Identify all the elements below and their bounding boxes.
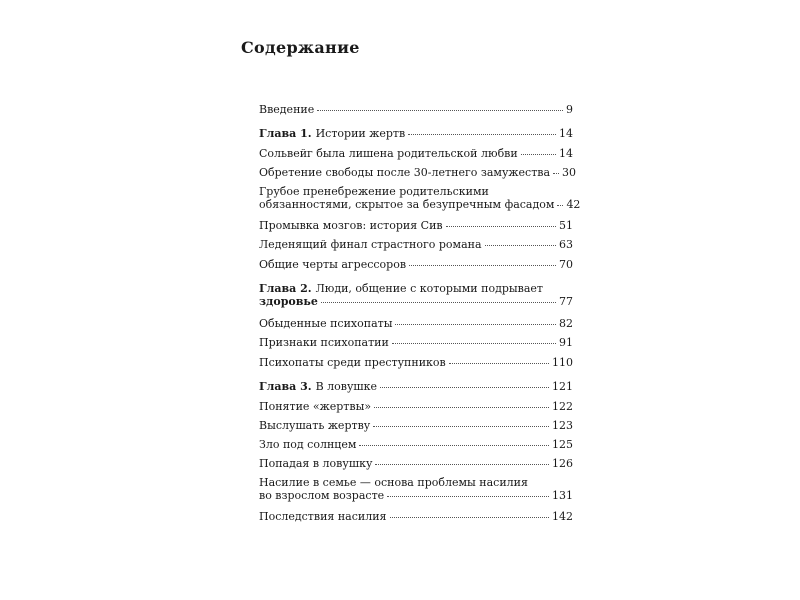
toc-entry-text: во взрослом возрасте (259, 489, 385, 502)
leader-dots (553, 173, 559, 174)
leader-dots (359, 445, 549, 446)
toc-entry-text: здоровье (259, 295, 318, 308)
toc-chapter-3[interactable] (259, 380, 573, 393)
leader-dots (375, 464, 549, 465)
toc-entry[interactable] (259, 438, 573, 451)
toc-entry[interactable] (259, 336, 573, 349)
toc-entry-page: 14 (559, 147, 573, 160)
leader-dots (317, 110, 563, 111)
toc-entry-page: 77 (559, 295, 573, 308)
toc-entry[interactable] (259, 400, 573, 413)
toc-entry-page: 42 (566, 198, 581, 211)
toc-entry-page: 14 (559, 127, 573, 140)
toc-entry-text: Психопаты среди преступников (259, 356, 446, 369)
leader-dots (395, 324, 556, 325)
leader-dots (485, 245, 556, 246)
toc-entry-page: 51 (559, 219, 573, 232)
toc-entry-text: Выслушать жертву (259, 419, 371, 432)
leader-dots (390, 517, 550, 518)
toc-entry-page: 82 (559, 317, 573, 330)
toc-entry-page: 125 (552, 438, 573, 451)
toc-entry-text: Попадая в ловушку (259, 457, 373, 470)
toc-entry[interactable] (259, 476, 573, 502)
toc-chapter-1[interactable] (259, 127, 573, 140)
leader-dots (392, 343, 556, 344)
leader-dots (387, 496, 549, 497)
toc-entry-text: Леденящий финал страстного романа (259, 238, 482, 251)
toc-entry[interactable] (259, 510, 573, 523)
toc-entry-text: Признаки психопатии (259, 336, 389, 349)
toc-entry[interactable] (259, 166, 577, 179)
toc-entry-page: 131 (552, 489, 573, 502)
toc-entry-page: 9 (566, 103, 573, 116)
chapter-label: Глава 2. (259, 282, 312, 295)
toc-entry-text-first-line: Грубое пренебрежение родительскими (259, 185, 489, 198)
toc-entry-page: 126 (552, 457, 573, 470)
toc-entry-text: обязанностями, скрытое за безупречным фасадом (259, 198, 555, 211)
toc-entry-page: 142 (552, 510, 573, 523)
toc-entry-text: Общие черты агрессоров (259, 258, 407, 271)
toc-entry-text: Обыденные психопаты (259, 317, 393, 330)
toc-entry-text: Обретение свободы после 30-летнего замужества (259, 166, 551, 179)
toc-entry[interactable] (259, 185, 581, 211)
toc-entry[interactable] (259, 147, 573, 160)
toc-entry-text: Понятие «жертвы» (259, 400, 372, 413)
leader-dots (449, 363, 549, 364)
toc-entry-text: Последствия насилия (259, 510, 387, 523)
leader-dots (446, 226, 556, 227)
toc-entry[interactable] (259, 258, 573, 271)
leader-dots (521, 154, 556, 155)
chapter-label: Глава 3. (259, 380, 312, 393)
toc-entry-text-first-line: Насилие в семье — основа проблемы насилия (259, 476, 528, 489)
page-title: Содержание (241, 38, 360, 57)
toc-entry[interactable] (259, 457, 573, 470)
toc-entry-page: 121 (552, 380, 573, 393)
toc-entry-text-first: Люди, общение с которыми подрывает (315, 282, 543, 295)
toc-entry-text-first-line (259, 282, 573, 295)
toc-entry[interactable] (259, 317, 573, 330)
toc-entry[interactable] (259, 238, 573, 251)
toc-chapter-2[interactable] (259, 282, 573, 308)
toc-entry-page: 30 (562, 166, 577, 179)
toc-entry-text: Зло под солнцем (259, 438, 357, 451)
toc-entry-text: Промывка мозгов: история Сив (259, 219, 443, 232)
toc-entry[interactable] (259, 356, 573, 369)
toc-entry-page: 123 (552, 419, 573, 432)
leader-dots (321, 302, 556, 303)
leader-dots (380, 387, 549, 388)
toc-entry-page: 122 (552, 400, 573, 413)
toc-entry-page: 63 (559, 238, 573, 251)
toc-entry-text: Истории жертв (315, 127, 406, 140)
leader-dots (557, 205, 563, 206)
toc-entry-text: В ловушке (315, 380, 378, 393)
toc-entry-page: 70 (559, 258, 573, 271)
toc-entry-page: 110 (552, 356, 573, 369)
toc-entry-text: Введение (259, 103, 315, 116)
toc-entry-introduction[interactable] (259, 103, 573, 116)
chapter-label: Глава 1. (259, 127, 312, 140)
leader-dots (373, 426, 549, 427)
leader-dots (374, 407, 549, 408)
toc-entry[interactable] (259, 419, 573, 432)
toc-entry-page: 91 (559, 336, 573, 349)
toc-entry[interactable] (259, 219, 573, 232)
toc-entry-text: Сольвейг была лишена родительской любви (259, 147, 518, 160)
leader-dots (408, 134, 556, 135)
leader-dots (409, 265, 556, 266)
